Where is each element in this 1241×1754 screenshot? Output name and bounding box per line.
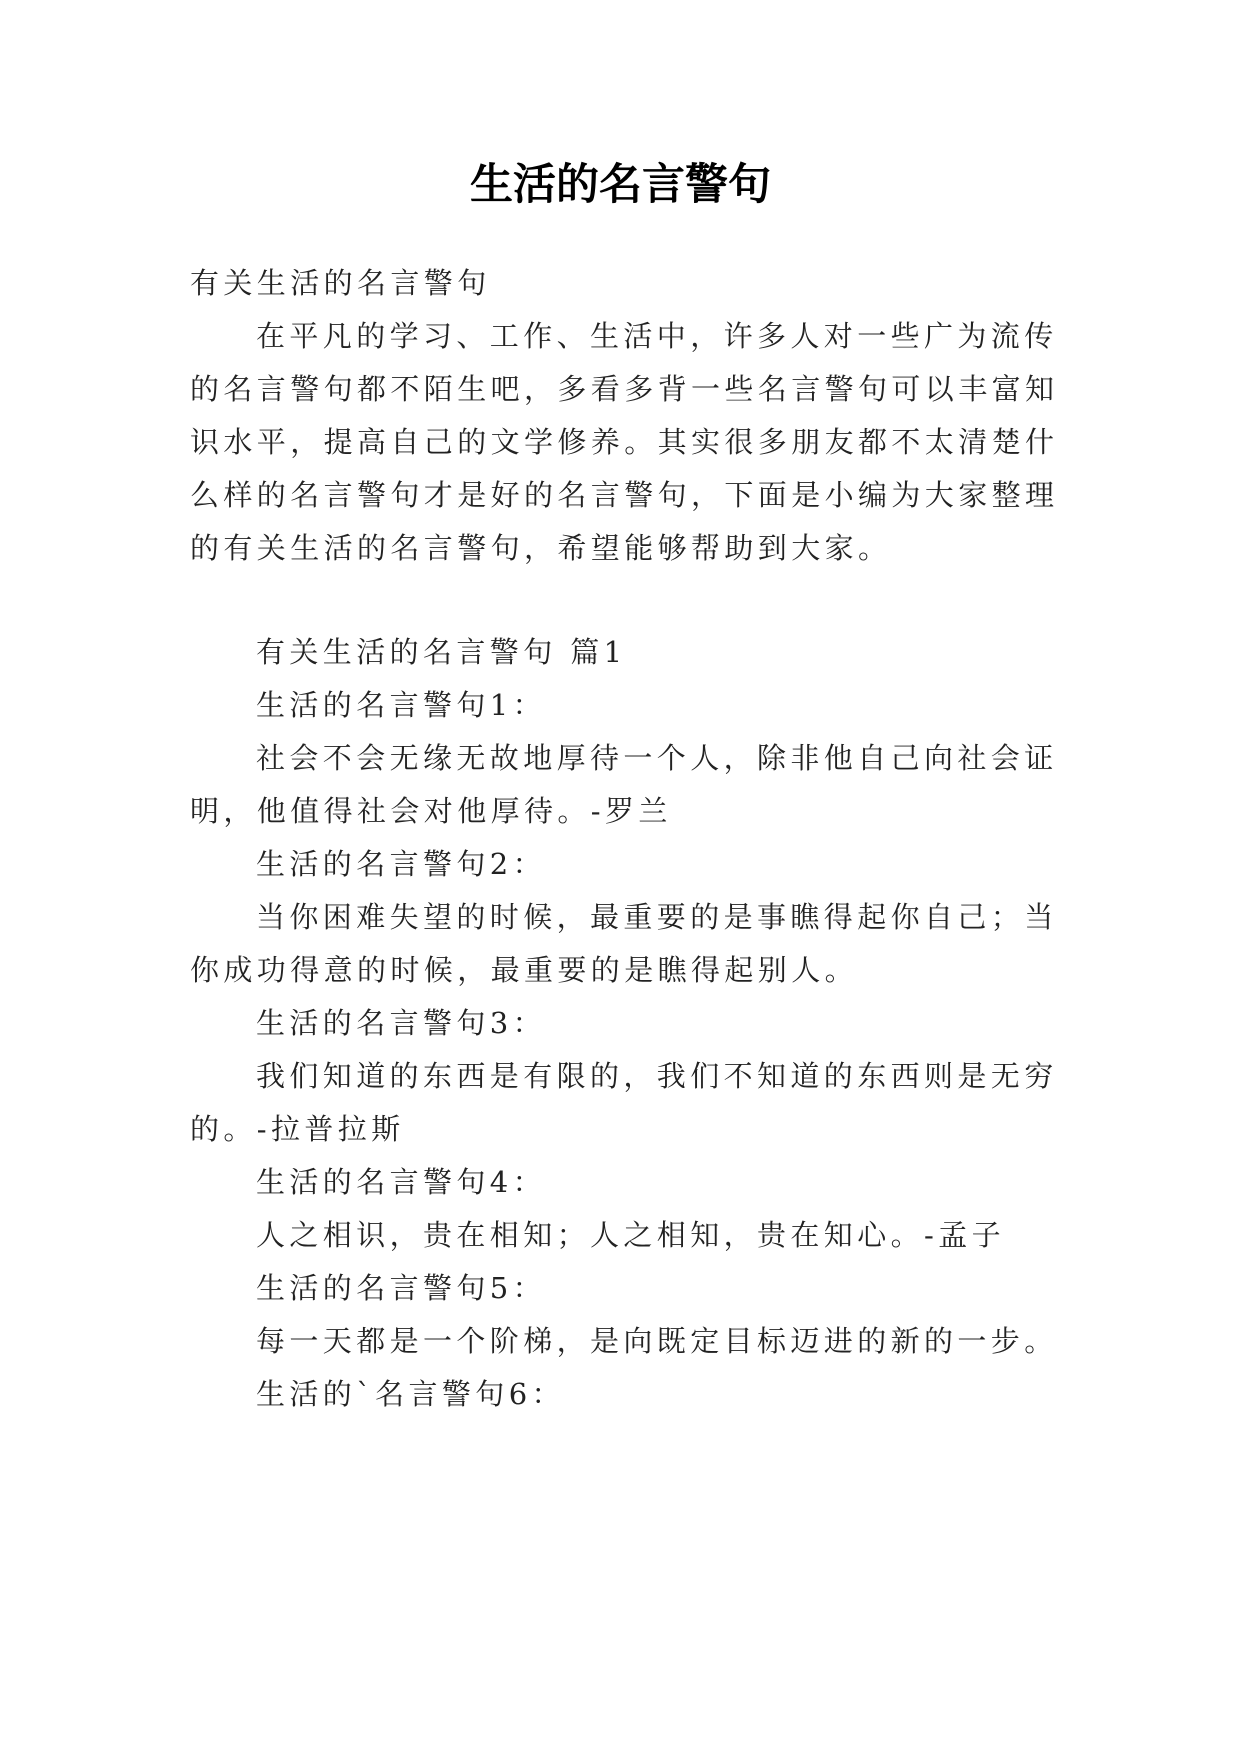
quote-text: 我们知道的东西是有限的，我们不知道的东西则是无穷 (256, 1059, 1058, 1093)
quote-label: 生活的名言警句5： (256, 1271, 547, 1305)
quote-label: 生活的名言警句3： (256, 1006, 547, 1040)
intro-heading: 有关生活的名言警句 (190, 266, 491, 300)
quote-label: 生活的名言警句1： (256, 688, 547, 722)
intro-line: 的名言警句都不陌生吧，多看多背一些名言警句可以丰富知 (190, 372, 1059, 406)
quote-text: 当你困难失望的时候，最重要的是事瞧得起你自己；当 (256, 900, 1058, 934)
section-heading: 有关生活的名言警句 篇1 (256, 635, 627, 669)
quote-text: 的。-拉普拉斯 (190, 1112, 405, 1146)
quote-label: 生活的名言警句4： (256, 1165, 547, 1199)
intro-line: 的有关生活的名言警句，希望能够帮助到大家。 (190, 531, 892, 565)
quote-text: 社会不会无缘无故地厚待一个人，除非他自己向社会证 (256, 741, 1058, 775)
quote-text: 人之相识，贵在相知；人之相知，贵在知心。-孟子 (256, 1218, 1005, 1252)
intro-line: 在平凡的学习、工作、生活中，许多人对一些广为流传 (256, 319, 1058, 353)
intro-line: 识水平，提高自己的文学修养。其实很多朋友都不太清楚什 (190, 425, 1059, 459)
quote-text: 每一天都是一个阶梯，是向既定目标迈进的新的一步。 (256, 1324, 1058, 1358)
intro-line: 么样的名言警句才是好的名言警句，下面是小编为大家整理 (190, 478, 1059, 512)
quote-label: 生活的`名言警句6： (256, 1377, 565, 1411)
document-title: 生活的名言警句 (470, 160, 771, 210)
quote-text: 你成功得意的时候，最重要的是瞧得起别人。 (190, 953, 859, 987)
quote-text: 明，他值得社会对他厚待。-罗兰 (190, 794, 672, 828)
quote-label: 生活的名言警句2： (256, 847, 547, 881)
